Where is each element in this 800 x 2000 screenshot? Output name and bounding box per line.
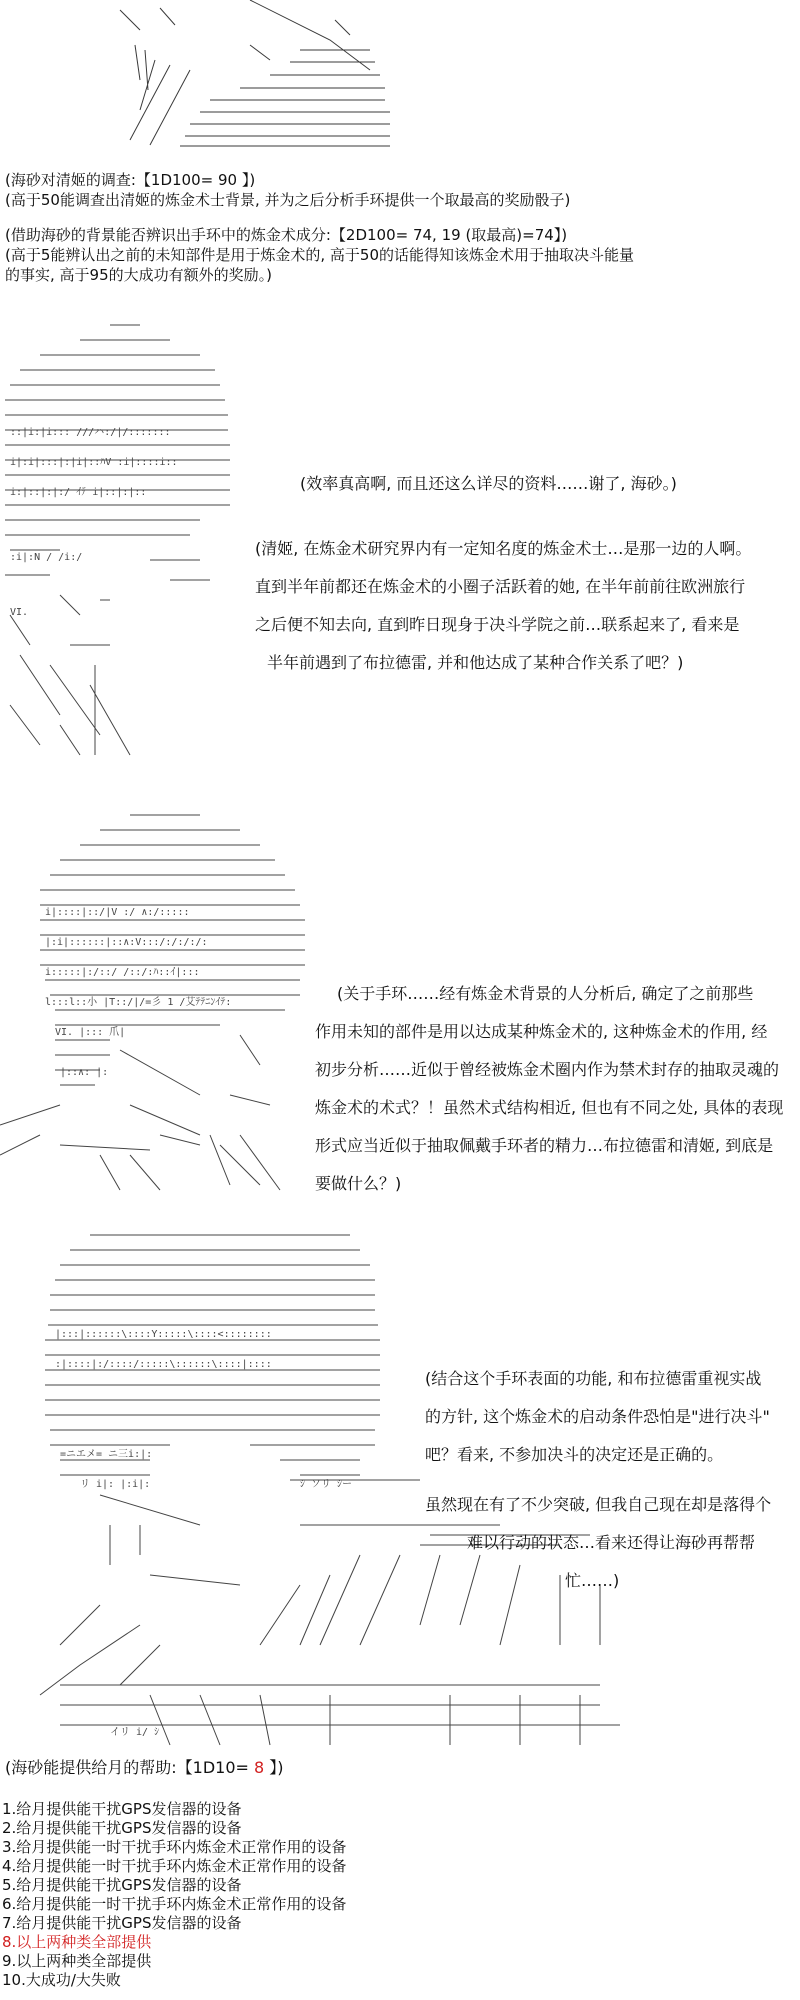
svg-text:i:::::|:/::/ /::/:ﾊ::ｲ|:::: i:::::|:/::/ /::/:ﾊ::ｲ|::: — [45, 967, 200, 978]
dialogue-line: 忙……) — [565, 1571, 620, 1590]
roll-line: (高于5能辨认出之前的未知部件是用于炼金术的, 高于50的话能得知该炼金术用于抽取决斗能量 — [5, 246, 635, 264]
dialogue-line: 要做什么？) — [315, 1174, 402, 1193]
svg-text:::|i:|i::: ///ハ:/|/:::::::: ::|i:|i::: ///ハ:/|/::::::: — [10, 427, 171, 438]
panel-2-dialogue — [315, 975, 783, 1203]
svg-text:|:::|::::::\::::Y:::::\::::<::: |:::|::::::\::::Y:::::\::::<:::::::: — [55, 1329, 272, 1340]
option-item: 3.给月提供能一时干扰手环内炼金术正常作用的设备 — [2, 1838, 347, 1856]
roll-prefix: (海砂能提供给月的帮助:【1D10= — [5, 1758, 254, 1777]
ascii-art-character-1 — [0, 315, 240, 760]
svg-text:|::∧: |:: |::∧: |: — [60, 1067, 109, 1078]
roll-line: (高于50能调查出清姬的炼金术士背景, 并为之后分析手环提供一个取最高的奖励骰子) — [5, 191, 571, 209]
ascii-art-character-2 — [0, 805, 310, 1200]
roll-suffix: 】) — [264, 1758, 284, 1777]
dialogue-line: 炼金术的术式？！虽然术式结构相近, 但也有不同之处, 具体的表现 — [315, 1098, 784, 1117]
svg-text:VI.: VI. — [10, 607, 29, 618]
roll-value: 8 — [254, 1758, 265, 1777]
dialogue-line: 形式应当近似于抽取佩戴手环者的精力…布拉德雷和清姬, 到底是 — [315, 1136, 774, 1155]
thought-line: (效率真高啊, 而且还这么详尽的资料……谢了, 海砂。) — [300, 474, 677, 493]
option-item: 2.给月提供能干扰GPS发信器的设备 — [2, 1819, 242, 1837]
option-item: 6.给月提供能一时干扰手环内炼金术正常作用的设备 — [2, 1895, 347, 1913]
option-item: 1.给月提供能干扰GPS发信器的设备 — [2, 1800, 242, 1818]
roll-result-investigation — [5, 170, 570, 210]
roll-result-help — [5, 1758, 284, 1778]
option-item: 10.大成功/大失败 — [2, 1971, 121, 1989]
option-item-selected: 8.以上两种类全部提供 — [2, 1933, 152, 1951]
svg-text::i|:N / /i:/: :i|:N / /i:/ — [10, 552, 83, 563]
option-item: 5.给月提供能干扰GPS发信器的设备 — [2, 1876, 242, 1894]
roll-line: (海砂对清姬的调查:【1D100= 90 】) — [5, 171, 256, 189]
dialogue-line: 的方针, 这个炼金术的启动条件恐怕是"进行决斗" — [425, 1407, 770, 1426]
help-options-list — [2, 1800, 346, 1990]
option-item: 4.给月提供能一时干扰手环内炼金术正常作用的设备 — [2, 1857, 347, 1875]
svg-text:イリ i/ ｼ: イリ i/ ｼ — [110, 1727, 160, 1738]
dialogue-line: 直到半年前都还在炼金术的小圈子活跃着的她, 在半年前前往欧洲旅行 — [255, 577, 746, 596]
svg-text:ｼ ソリ ｼー: ｼ ソリ ｼー — [300, 1479, 353, 1490]
svg-text:リ i|: |:i|:: リ i|: |:i|: — [80, 1479, 151, 1490]
panel-1-thought — [300, 465, 677, 503]
dialogue-line: 之后便不知去向, 直到昨日现身于决斗学院之前…联系起来了, 看来是 — [255, 615, 740, 634]
roll-line: (借助海砂的背景能否辨识出手环中的炼金术成分:【2D100= 74, 19 (取最高)=74】) — [5, 226, 568, 244]
dialogue-line: 虽然现在有了不少突破, 但我自己现在却是落得个 — [425, 1495, 772, 1514]
dialogue-line: 半年前遇到了布拉德雷, 并和他达成了某种合作关系了吧？) — [267, 653, 684, 672]
ascii-art-top — [100, 0, 400, 150]
roll-line: 的事实, 高于95的大成功有额外的奖励。) — [5, 266, 272, 284]
svg-text:i:|::|:|:/ ｲﾃ i|::|:|::: i:|::|:|:/ ｲﾃ i|::|:|:: — [10, 487, 147, 498]
dialogue-line: 难以行动的状态…看来还得让海砂再帮帮 — [467, 1533, 756, 1552]
svg-text:VI. |::: 爪|: VI. |::: 爪| — [55, 1027, 126, 1038]
panel-3-dialogue — [425, 1360, 771, 1600]
svg-text:i|::::|::/|V :/ ∧:/:::::: i|::::|::/|V :/ ∧:/::::: — [45, 907, 190, 918]
svg-text:|:i|::::::|::∧:V:::/:/:/:/:: |:i|::::::|::∧:V:::/:/:/:/: — [45, 937, 208, 948]
dialogue-line: 作用未知的部件是用以达成某种炼金术的, 这种炼金术的作用, 经 — [315, 1022, 768, 1041]
svg-text:=ニエメ= ニ三i:|:: =ニエメ= ニ三i:|: — [60, 1449, 153, 1460]
svg-text:i|:i|:::|:|i|::ﾊV :i|::::i::: i|:i|:::|:|i|::ﾊV :i|::::i:: — [10, 457, 178, 468]
dialogue-line: (关于手环……经有炼金术背景的人分析后, 确定了之前那些 — [337, 984, 754, 1003]
dialogue-line: 吧？看来, 不参加决斗的决定还是正确的。 — [425, 1445, 724, 1464]
dialogue-line: 初步分析……近似于曾经被炼金术圈内作为禁术封存的抽取灵魂的 — [315, 1060, 780, 1079]
panel-1-dialogue — [255, 530, 751, 682]
option-item: 7.给月提供能干扰GPS发信器的设备 — [2, 1914, 242, 1932]
svg-text::|::::|:/::::/:::::\::::::\:::: :|::::|:/::::/:::::\::::::\::::|:::: — [55, 1359, 272, 1370]
dialogue-line: (清姬, 在炼金术研究界内有一定知名度的炼金术士…是那一边的人啊。 — [255, 539, 752, 558]
svg-text:l:::l::小 |T::/|/=彡 1 /艾ﾃﾃﾆﾝｲﾃ:: l:::l::小 |T::/|/=彡 1 /艾ﾃﾃﾆﾝｲﾃ: — [45, 997, 232, 1008]
option-item: 9.以上两种类全部提供 — [2, 1952, 152, 1970]
roll-result-identification — [5, 225, 634, 285]
dialogue-line: (结合这个手环表面的功能, 和布拉德雷重视实战 — [425, 1369, 762, 1388]
